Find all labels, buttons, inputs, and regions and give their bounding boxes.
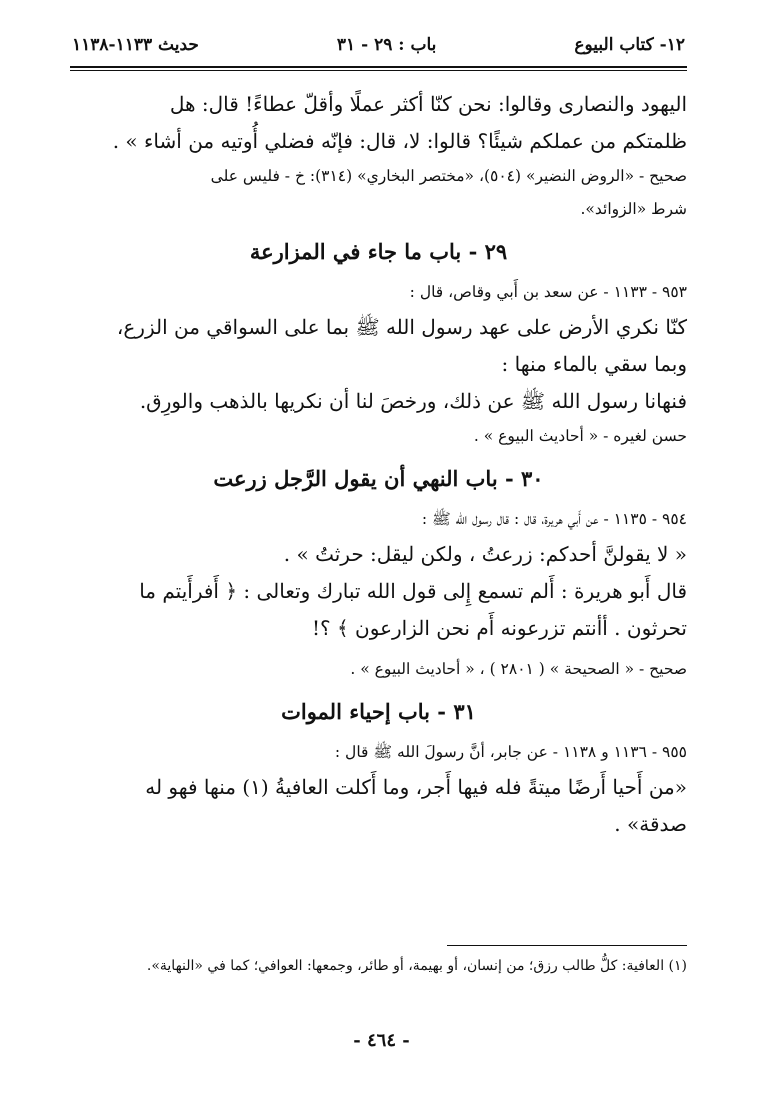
section-30-text-1: « لا يقولنَّ أحدكم: زرعتُ ، ولكن ليقل: حرثتُ » . <box>283 542 687 566</box>
section-31-heading: ٣١ - باب إحياء الموات <box>281 699 476 724</box>
body-text <box>70 86 687 843</box>
footnote: (١) العافية: كلُّ طالب رزق؛ من إنسان، أو بهيمة، أو طائر، وجمعها: العوافي؛ كما في «النهاية». <box>146 958 687 974</box>
header-chapters: باب : ٢٩ - ٣١ <box>336 35 437 55</box>
footnote-rule <box>447 945 687 946</box>
section-30-text-3: تحرثون . أأنتم تزرعونه أَم نحن الزارعون ﴾ ؟! <box>311 616 687 640</box>
section-30-grade: صحيح - « الصحيحة » ( ٢٨٠١ ) ، « أحاديث البيوع » . <box>350 660 687 678</box>
intro-grade-line-1: صحيح - «الروض النضير» (٥٠٤)، «مختصر البخاري» (٣١٤): خ - فليس على <box>210 167 687 185</box>
header-book-title: ١٢- كتاب البيوع <box>574 35 685 55</box>
intro-line-1: اليهود والنصارى وقالوا: نحن كنّا أكثر عملًا وأقلّ عطاءً! قال: هل <box>169 92 687 116</box>
intro-grade-line-2: شرط «الزوائد». <box>580 200 687 218</box>
section-30-isnad: ٩٥٤ - ١١٣٥ - عن أَبي هريرة، قال : قال رسول الله ﷺ : <box>421 510 687 528</box>
section-29-heading: ٢٩ - باب ما جاء في المزارعة <box>249 239 508 264</box>
header-hadith-range: حديث ١١٣٣-١١٣٨ <box>72 35 199 55</box>
section-29-text-1: كنّا نكري الأرض على عهد رسول الله ﷺ بما على السواقي من الزرع، <box>116 315 687 339</box>
page-number: - ٤٦٤ - <box>353 1030 410 1051</box>
running-header <box>72 28 685 62</box>
section-29-grade: حسن لغيره - « أحاديث البيوع » . <box>473 427 687 445</box>
section-30-heading: ٣٠ - باب النهي أن يقول الرَّجل زرعت <box>213 466 544 491</box>
section-31-text-1: «من أَحيا أَرضًا ميتةً فله فيها أَجر، وما أَكلت العافيةُ (١) منها فهو له <box>145 775 687 799</box>
section-30-text-2: قال أَبو هريرة : أَلم تسمع إِلى قول الله تبارك وتعالى : ﴿ أَفرأَيتم ما <box>139 579 687 603</box>
section-31-text-2: صدقة» . <box>614 812 687 836</box>
section-31-isnad: ٩٥٥ - ١١٣٦ و ١١٣٨ - عن جابر، أنَّ رسولَ الله ﷺ قال : <box>334 743 687 761</box>
section-29-text-3: فنهانا رسول الله ﷺ عن ذلك، ورخصَ لنا أن نكريها بالذهب والورِق. <box>139 389 687 413</box>
header-rule <box>70 66 687 71</box>
section-29-isnad: ٩٥٣ - ١١٣٣ - عن سعد بن أَبي وقاص، قال : <box>409 283 687 301</box>
section-29-text-2: وبما سقي بالماء منها : <box>501 352 687 376</box>
intro-line-2: ظلمتكم من عملكم شيئًا؟ قالوا: لا، قال: فإنّه فضلي أُوتيه من أشاء » . <box>112 129 687 153</box>
